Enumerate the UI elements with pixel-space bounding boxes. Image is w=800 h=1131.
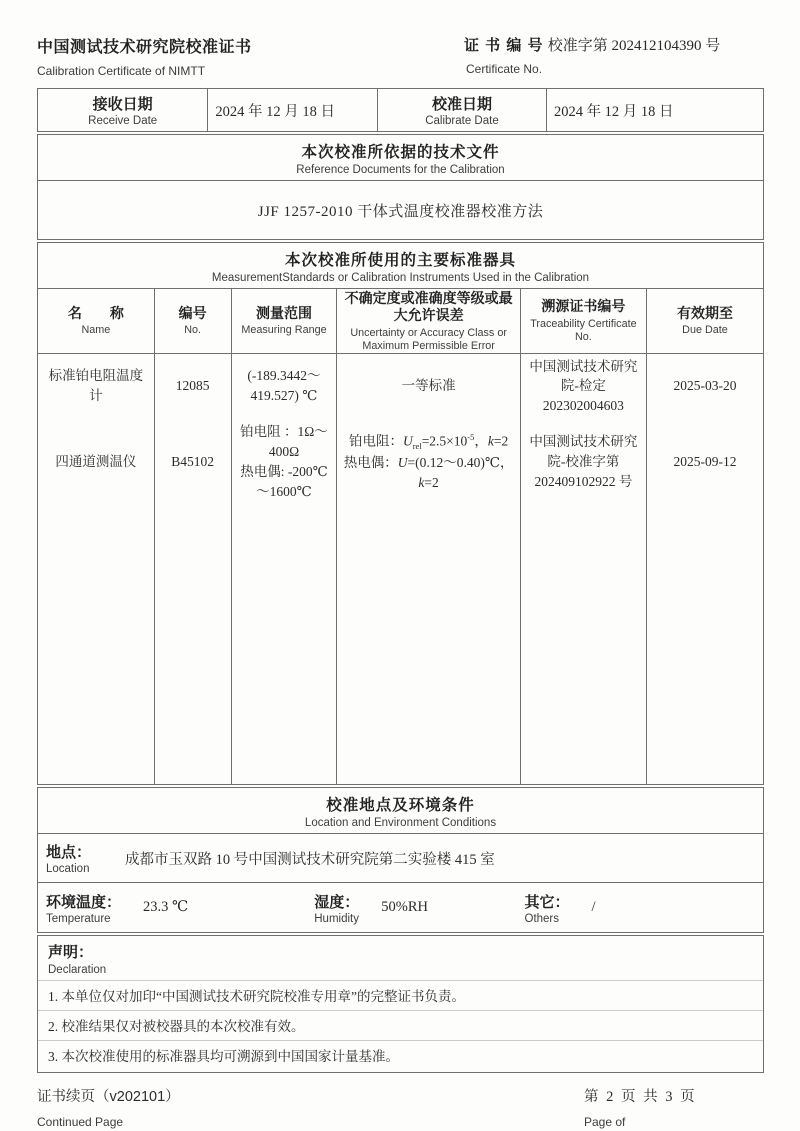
- unc-pt-separator: ，: [474, 433, 488, 449]
- location-title: [38, 788, 763, 834]
- document-title-en: Calibration Certificate of NIMTT: [37, 64, 206, 78]
- unc-tc-k-value: =2: [424, 474, 439, 490]
- declaration-header: [38, 941, 763, 976]
- date-table: [37, 88, 764, 132]
- continued-page-label-en: Continued Page: [37, 1115, 124, 1129]
- col-header-uncertainty-en: Uncertainty or Accuracy Class or Maximum Permissible Error: [350, 326, 507, 352]
- reference-documents-title: [38, 135, 763, 181]
- std-row2-name: 四通道测温仪: [55, 453, 137, 469]
- std-col-uncertainty: [337, 354, 520, 784]
- location-box: [37, 787, 764, 933]
- standards-header-row: [38, 288, 763, 354]
- std-row2-uncertainty-pt: [349, 431, 508, 453]
- place-value: 成都市玉双路 10 号中国测试技术研究院第二实验楼 415 室: [125, 851, 495, 868]
- temperature-label-en: Temperature: [46, 912, 111, 925]
- col-header-range-en: Measuring Range: [241, 324, 327, 337]
- declaration-item-1: 1. 本单位仅对加印“中国测试技术研究院校准专用章”的完整证书负责。: [38, 980, 763, 1010]
- col-header-name-en: Name: [81, 324, 111, 337]
- col-header-traceability: [521, 289, 647, 353]
- unc-pt-label: 铂电阻：: [348, 433, 403, 449]
- col-header-no: [155, 289, 232, 353]
- unc-pt-equation: =2.5×10: [421, 433, 468, 449]
- certificate-content: [37, 34, 764, 1129]
- page-footer: [37, 1085, 764, 1129]
- others-label-en: Others: [524, 912, 560, 925]
- std-row2-due-date: 2025-09-12: [673, 453, 737, 469]
- std-row2-range-tc: 热电偶: -200℃～1600℃: [240, 464, 328, 500]
- humidity-label-cn: 湿度：: [314, 893, 360, 911]
- page-number-cn: 第 2 页 共 3 页: [584, 1089, 697, 1105]
- declaration-box: [37, 935, 764, 1073]
- reference-documents-title-cn: 本次校准所依据的技术文件: [301, 144, 500, 161]
- others-label: [517, 891, 570, 925]
- others-label-cn: 其它：: [524, 893, 570, 911]
- receive-date-value: 2024 年 12 月 18 日: [215, 103, 335, 120]
- location-title-cn: 校准地点及环境条件: [326, 797, 475, 814]
- location-title-en: Location and Environment Conditions: [304, 817, 497, 829]
- receive-date-label-cell: [38, 89, 208, 131]
- col-header-no-en: No.: [184, 324, 202, 337]
- std-row2-traceability: 中国测试技术研究院-校准字第 202409102922 号: [529, 433, 638, 490]
- col-header-due-date-en: Due Date: [682, 324, 728, 337]
- std-row2-uncertainty: [337, 418, 519, 506]
- col-header-range-cn: 测量范围: [255, 304, 312, 321]
- calibrate-date-label-cn: 校准日期: [431, 96, 492, 113]
- page-number-en: Page of: [584, 1115, 626, 1129]
- continued-page-label-cn: 证书续页（v202101）: [37, 1089, 180, 1105]
- unc-tc-label: 热电偶：: [343, 454, 398, 470]
- reference-documents-box: [37, 134, 764, 240]
- header-right: [464, 34, 764, 76]
- col-header-uncertainty-cn: 不确定度或准确度等级或最大允许误差: [344, 289, 513, 324]
- col-header-no-cn: 编号: [178, 304, 207, 321]
- unc-tc-k: k: [418, 474, 425, 490]
- unc-pt-k: k: [487, 433, 494, 449]
- declaration-item-3: 3. 本次校准使用的标准器具均可溯源到中国国家计量基准。: [38, 1040, 763, 1070]
- receive-date-value-cell: [208, 89, 378, 131]
- std-row1-uncertainty: 一等标准: [401, 378, 456, 394]
- std-row1-name: 标准铂电阻温度计: [48, 368, 144, 403]
- reference-document-text: JJF 1257-2010 干体式温度校准器校准方法: [257, 203, 544, 220]
- declaration-label-en: Declaration: [48, 964, 107, 976]
- col-header-due-date: [647, 289, 763, 353]
- unc-pt-k-value: =2: [493, 433, 509, 449]
- std-row2-uncertainty-tc: [340, 453, 516, 494]
- certificate-number-line: [464, 34, 764, 55]
- humidity-label-en: Humidity: [314, 912, 359, 925]
- std-row2-range: [232, 418, 337, 506]
- standards-title-en: MeasurementStandards or Calibration Instruments Used in the Calibration: [211, 272, 590, 284]
- temperature-value: 23.3 ℃: [143, 899, 189, 915]
- humidity-group: [306, 891, 516, 925]
- footer-right: [584, 1085, 764, 1129]
- standards-data-area: [38, 354, 763, 784]
- certificate-number-label-en: Certificate No.: [466, 62, 543, 76]
- calibrate-date-label-en: Calibrate Date: [425, 115, 499, 127]
- std-col-traceability: [521, 354, 647, 784]
- place-label: [38, 841, 91, 875]
- humidity-label: [306, 891, 359, 925]
- location-place-row: [38, 834, 763, 883]
- std-row1-due-date: 2025-03-20: [673, 378, 737, 394]
- receive-date-label-cn: 接收日期: [92, 96, 153, 113]
- standards-title: [38, 243, 763, 288]
- others-value: /: [591, 899, 596, 915]
- temperature-label-cn: 环境温度：: [46, 893, 122, 911]
- temperature-group: [38, 891, 306, 925]
- environment-row: [38, 883, 763, 932]
- col-header-uncertainty: [337, 289, 520, 353]
- humidity-value: 50%RH: [381, 899, 428, 915]
- std-row2-no: B45102: [171, 453, 215, 469]
- reference-documents-title-en: Reference Documents for the Calibration: [296, 164, 505, 176]
- unc-pt-superscript: -5: [467, 431, 475, 442]
- receive-date-label-en: Receive Date: [88, 115, 158, 127]
- unc-pt-subscript: rel: [412, 440, 422, 451]
- col-header-name-cn: 名 称: [67, 304, 124, 321]
- calibrate-date-value: 2024 年 12 月 18 日: [553, 103, 674, 120]
- footer-left: [37, 1085, 180, 1129]
- std-col-due-date: [647, 354, 763, 784]
- unc-tc-symbol: U: [397, 454, 408, 470]
- std-row2-range-pt: 铂电阻 ：1Ω～400Ω: [240, 423, 328, 459]
- standards-title-cn: 本次校准所使用的主要标准器具: [284, 252, 516, 269]
- unc-pt-symbol: U: [402, 433, 413, 449]
- declaration-item-2: 2. 校准结果仅对被校器具的本次校准有效。: [38, 1010, 763, 1040]
- col-header-name: [38, 289, 155, 353]
- col-header-traceability-en: Traceability Certificate No.: [530, 317, 637, 343]
- unc-tc-equation: =(0.12～0.40)℃，: [407, 454, 514, 470]
- others-group: [517, 891, 764, 925]
- temperature-label: [38, 891, 121, 925]
- page-header: [37, 34, 764, 86]
- std-row1-no: 12085: [175, 378, 210, 394]
- col-header-traceability-cn: 溯源证书编号: [541, 298, 626, 315]
- std-col-name: [38, 354, 155, 784]
- place-label-cn: 地点：: [46, 844, 92, 861]
- calibrate-date-value-cell: [547, 89, 763, 131]
- declaration-label-cn: 声明：: [48, 944, 94, 961]
- std-col-range: [232, 354, 338, 784]
- certificate-number-label-cn: 证 书 编 号: [464, 37, 544, 54]
- document-title-cn: 中国测试技术研究院校准证书: [37, 39, 252, 56]
- certificate-number-value: 校准字第 202412104390 号: [547, 38, 721, 54]
- calibrate-date-label-cell: [378, 89, 547, 131]
- col-header-due-date-cn: 有效期至: [676, 304, 733, 321]
- std-row1-range: (-189.3442～419.527) ℃: [247, 368, 321, 403]
- place-label-en: Location: [46, 863, 90, 875]
- std-row1-traceability: 中国测试技术研究院-检定 202302004603: [529, 358, 638, 413]
- header-left: [37, 34, 252, 78]
- standards-box: [37, 242, 764, 785]
- col-header-range: [232, 289, 338, 353]
- std-col-no: [155, 354, 232, 784]
